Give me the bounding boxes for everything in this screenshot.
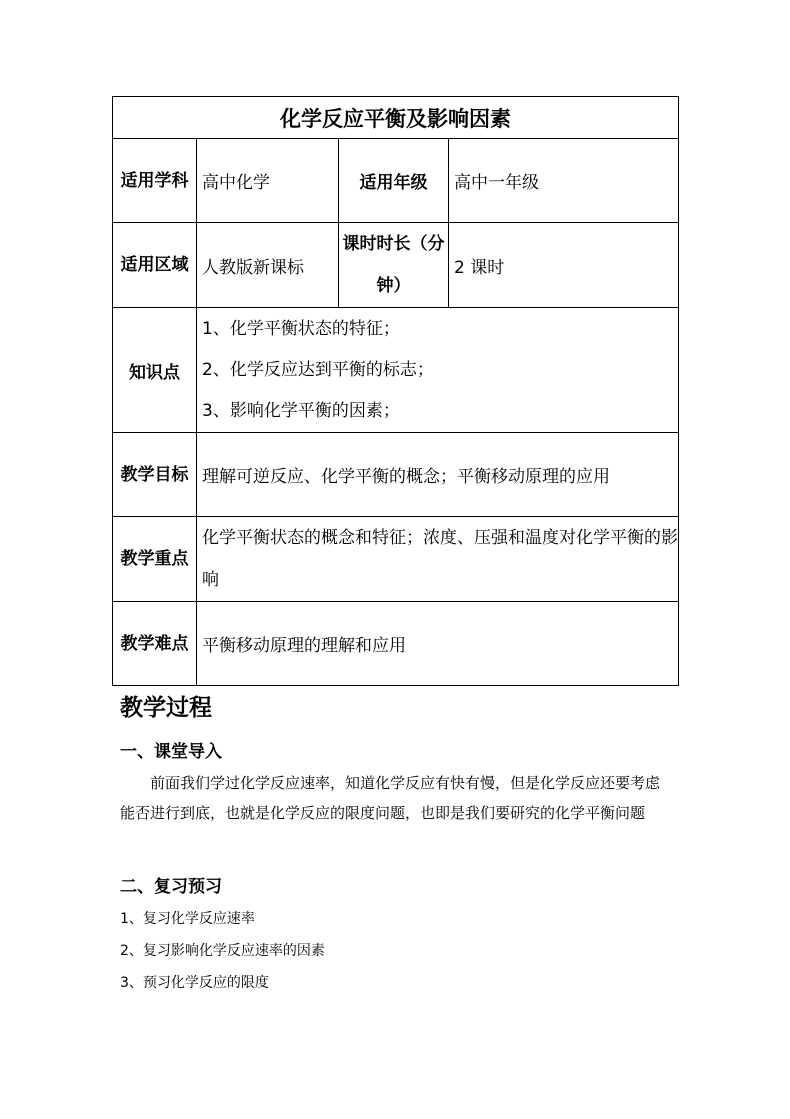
lesson-info-table: [112, 96, 679, 686]
knowledge-label: 知识点: [113, 308, 197, 433]
key-point-label: 教学重点: [113, 517, 197, 602]
grade-value: 高中一年级: [449, 139, 679, 223]
region-value: 人教版新课标: [197, 223, 339, 308]
section-1-heading: 一、课堂导入: [120, 742, 222, 762]
list-item: 1、复习化学反应速率: [120, 911, 255, 927]
document-title: 化学反应平衡及影响因素: [113, 97, 679, 139]
list-item: 2、复习影响化学反应速率的因素: [120, 943, 325, 959]
duration-value: 2 课时: [449, 223, 679, 308]
difficulty-value: 平衡移动原理的理解和应用: [197, 602, 679, 686]
process-title: 教学过程: [120, 695, 212, 721]
knowledge-list: [197, 308, 679, 433]
knowledge-item: 1、化学平衡状态的特征；: [202, 318, 400, 339]
duration-label: 课时时长（分钟）: [339, 223, 449, 308]
list-item: 3、预习化学反应的限度: [120, 975, 269, 991]
knowledge-item: 2、化学反应达到平衡的标志；: [202, 359, 434, 380]
knowledge-item: 3、影响化学平衡的因素；: [202, 400, 400, 421]
review-list: [120, 903, 325, 999]
grade-label: 适用年级: [339, 139, 449, 223]
subject-label: 适用学科: [113, 139, 197, 223]
subject-value: 高中化学: [197, 139, 339, 223]
objective-label: 教学目标: [113, 433, 197, 517]
section-2-heading: 二、复习预习: [120, 877, 222, 897]
difficulty-label: 教学难点: [113, 602, 197, 686]
region-label: 适用区域: [113, 223, 197, 308]
key-point-value: 化学平衡状态的概念和特征；浓度、压强和温度对化学平衡的影响: [197, 517, 679, 602]
objective-value: 理解可逆反应、化学平衡的概念；平衡移动原理的应用: [197, 433, 679, 517]
section-1-paragraph: 前面我们学过化学反应速率，知道化学反应有快有慢，但是化学反应还要考虑能否进行到底，也就是化学反应的限度问题，也即是我们要研究的化学平衡问题: [120, 774, 661, 822]
